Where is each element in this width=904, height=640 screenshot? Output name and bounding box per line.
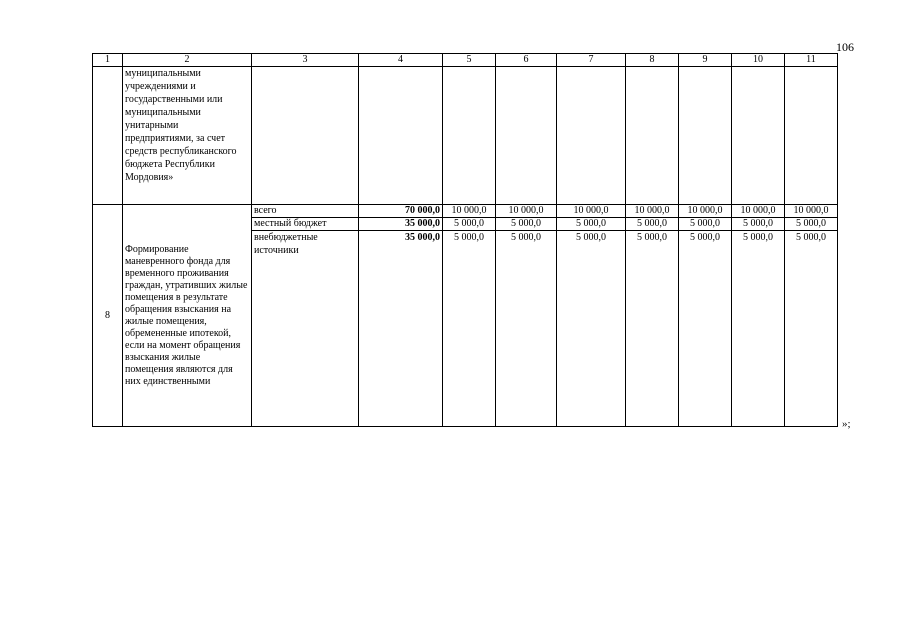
- year-value: 10 000,0: [496, 205, 557, 218]
- budget-table: [92, 53, 838, 427]
- year-value: 5 000,0: [557, 218, 626, 231]
- column-header: 3: [252, 54, 359, 67]
- table-cell: [443, 67, 496, 205]
- column-header: 9: [679, 54, 732, 67]
- total-value: 70 000,0: [359, 205, 443, 218]
- table-cell: [93, 67, 123, 205]
- year-value: 5 000,0: [443, 218, 496, 231]
- year-value: 5 000,0: [732, 218, 785, 231]
- funding-source: внебюджетные источники: [252, 231, 359, 427]
- table-cell: [626, 67, 679, 205]
- table-header-row: [93, 54, 838, 67]
- total-value: 35 000,0: [359, 218, 443, 231]
- table-cell: [496, 67, 557, 205]
- year-value: 10 000,0: [557, 205, 626, 218]
- page-number: 106: [836, 40, 854, 54]
- total-value: 35 000,0: [359, 231, 443, 427]
- continued-description: муниципальными учреждениями и государственными или муниципальными унитарными предприятиями, за счет средств республиканского бюджета Республики Мордовия»: [123, 67, 252, 205]
- year-value: 5 000,0: [679, 218, 732, 231]
- column-header: 6: [496, 54, 557, 67]
- year-value: 10 000,0: [732, 205, 785, 218]
- year-value: 5 000,0: [679, 231, 732, 427]
- year-value: 5 000,0: [626, 231, 679, 427]
- funding-source: местный бюджет: [252, 218, 359, 231]
- funding-source: всего: [252, 205, 359, 218]
- table-cell: [785, 67, 838, 205]
- table-cell: [359, 67, 443, 205]
- column-header: 1: [93, 54, 123, 67]
- year-value: 10 000,0: [443, 205, 496, 218]
- year-value: 10 000,0: [785, 205, 838, 218]
- table-cell: [557, 67, 626, 205]
- column-header: 4: [359, 54, 443, 67]
- year-value: 5 000,0: [785, 231, 838, 427]
- table-cell: [679, 67, 732, 205]
- row-description: Формирование маневренного фонда для временного проживания граждан, утративших жилые помещения в результате обращения взыскания на жилые помещения, обремененные ипотекой, если на момент обращения взыскания жилые помещения являются для них единственными: [123, 205, 252, 427]
- year-value: 10 000,0: [679, 205, 732, 218]
- column-header: 8: [626, 54, 679, 67]
- table-cell: [252, 67, 359, 205]
- year-value: 5 000,0: [557, 231, 626, 427]
- column-header: 5: [443, 54, 496, 67]
- year-value: 5 000,0: [443, 231, 496, 427]
- year-value: 5 000,0: [496, 218, 557, 231]
- year-value: 5 000,0: [785, 218, 838, 231]
- closing-quote-mark: »;: [842, 418, 851, 430]
- column-header: 2: [123, 54, 252, 67]
- year-value: 5 000,0: [732, 231, 785, 427]
- column-header: 11: [785, 54, 838, 67]
- year-value: 5 000,0: [496, 231, 557, 427]
- column-header: 10: [732, 54, 785, 67]
- row-index: 8: [93, 205, 123, 427]
- column-header: 7: [557, 54, 626, 67]
- year-value: 5 000,0: [626, 218, 679, 231]
- year-value: 10 000,0: [626, 205, 679, 218]
- table-row-continued: [93, 67, 838, 205]
- table-row: [93, 205, 838, 218]
- table-cell: [732, 67, 785, 205]
